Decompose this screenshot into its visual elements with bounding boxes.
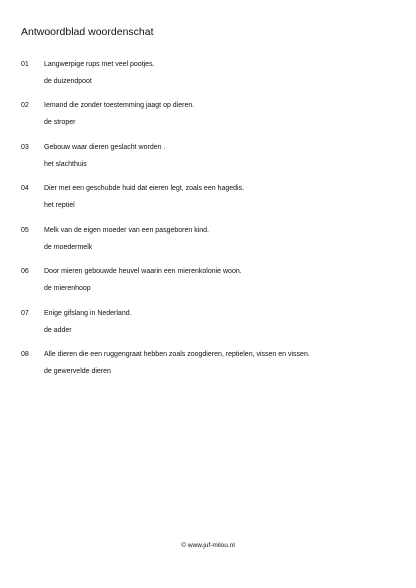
item-question: Alle dieren die een ruggengraat hebben zoals zoogdieren, reptielen, vissen en vissen. [44, 351, 310, 358]
item-answer: de gewervelde dieren [44, 368, 111, 375]
item-number: 01 [21, 61, 29, 68]
item-number: 02 [21, 102, 29, 109]
item-number: 05 [21, 227, 29, 234]
item-question: Gebouw waar dieren geslacht worden . [44, 144, 166, 151]
page-footer: © www.juf-milou.nl [181, 542, 235, 549]
item-answer: het reptiel [44, 202, 75, 209]
item-number: 03 [21, 144, 29, 151]
item-question: Enige gifslang in Nederland. [44, 310, 132, 317]
item-answer: het slachthuis [44, 161, 87, 168]
item-answer: de adder [44, 327, 72, 334]
item-answer: de moedermelk [44, 244, 93, 251]
item-answer: de stroper [44, 119, 76, 126]
item-answer: de mierenhoop [44, 285, 91, 292]
item-answer: de duizendpoot [44, 78, 92, 85]
item-question: Melk van de eigen moeder van een pasgeboren kind. [44, 227, 209, 234]
item-question: Langwerpige rups met veel pootjes. [44, 61, 155, 68]
item-question: Iemand die zonder toestemming jaagt op dieren. [44, 102, 195, 109]
item-number: 06 [21, 268, 29, 275]
item-question: Dier met een geschubde huid dat eieren legt, zoals een hagedis. [44, 185, 245, 192]
item-number: 07 [21, 310, 29, 317]
page-title: Antwoordblad woordenschat [21, 26, 154, 38]
item-question: Door mieren gebouwde heuvel waarin een mierenkolonie woon. [44, 268, 242, 275]
item-number: 04 [21, 185, 29, 192]
item-number: 08 [21, 351, 29, 358]
